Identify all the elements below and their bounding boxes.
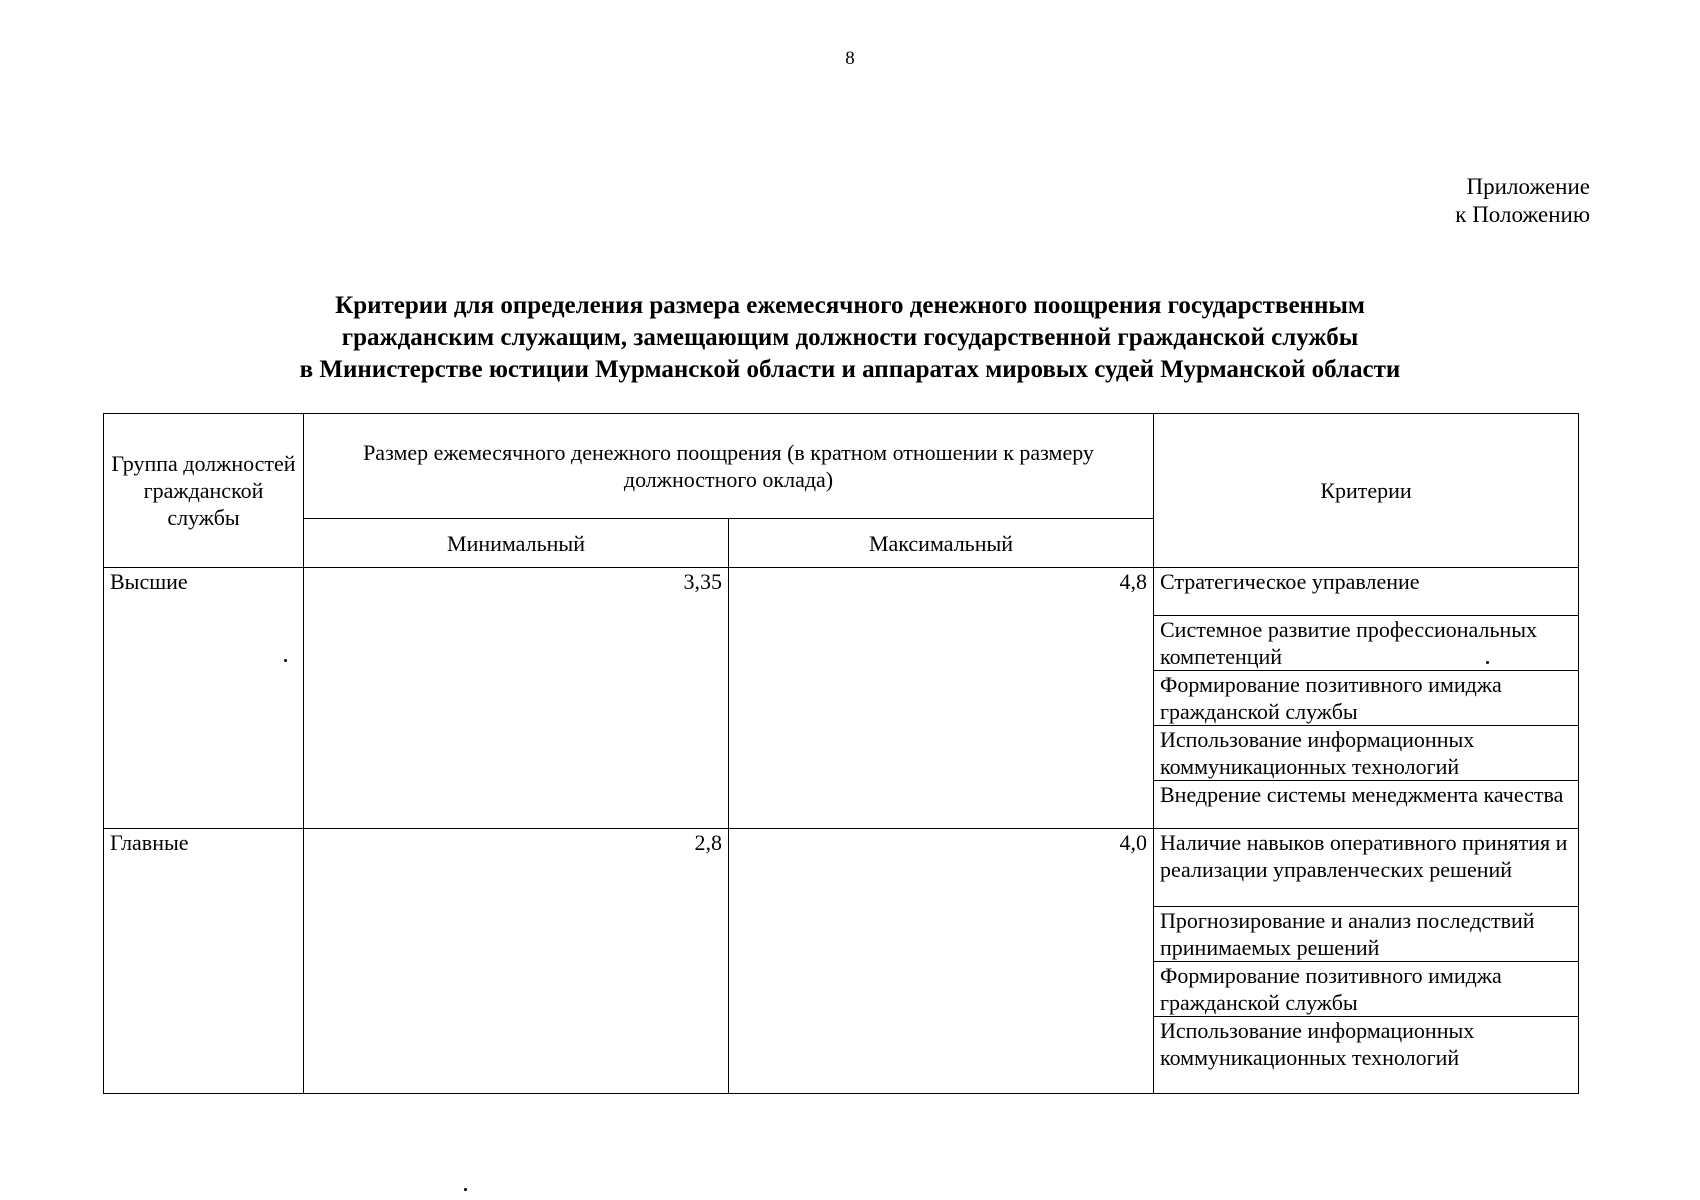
header-size: Размер ежемесячного денежного поощрения (в кратном отношении к размеру должностного оклада) <box>304 414 1154 519</box>
min-value: 2,8 <box>304 829 729 1094</box>
appendix-line-2: к Положению <box>1455 202 1590 227</box>
criteria-table <box>103 413 1579 1094</box>
appendix-line-1: Приложение <box>1466 174 1590 199</box>
criterion: Использование информационных коммуникационных технологий <box>1154 726 1579 781</box>
criterion: Наличие навыков оперативного принятия и реализации управленческих решений <box>1154 829 1579 907</box>
group-name: Главные <box>104 829 304 1094</box>
criterion: Формирование позитивного имиджа гражданской службы <box>1154 671 1579 726</box>
title-line-2: гражданским служащим, замещающим должности государственной гражданской службы <box>341 324 1359 351</box>
header-group: Группа должностей гражданской службы <box>104 414 304 568</box>
scan-speck <box>464 1188 467 1191</box>
appendix-note <box>1455 173 1590 229</box>
criterion: Системное развитие профессиональных компетенций <box>1154 616 1579 671</box>
scan-speck <box>284 659 287 662</box>
max-value: 4,8 <box>729 568 1154 829</box>
criterion: Внедрение системы менеджмента качества <box>1154 781 1579 829</box>
table-row <box>104 829 1579 907</box>
max-value: 4,0 <box>729 829 1154 1094</box>
criterion: Формирование позитивного имиджа гражданской службы <box>1154 962 1579 1017</box>
criterion: Прогнозирование и анализ последствий принимаемых решений <box>1154 907 1579 962</box>
title-line-1: Критерии для определения размера ежемесячного денежного поощрения государственным <box>335 292 1365 319</box>
title-line-3: в Министерстве юстиции Мурманской области и аппаратах мировых судей Мурманской области <box>299 356 1401 383</box>
document-title <box>100 290 1600 386</box>
table-row <box>104 568 1579 616</box>
scan-speck <box>1486 661 1489 664</box>
criterion: Использование информационных коммуникационных технологий <box>1154 1017 1579 1094</box>
header-min: Минимальный <box>304 519 729 568</box>
min-value: 3,35 <box>304 568 729 829</box>
group-name: Высшие <box>104 568 304 829</box>
page-number: 8 <box>845 48 855 69</box>
header-max: Максимальный <box>729 519 1154 568</box>
header-criteria: Критерии <box>1154 414 1579 568</box>
criterion: Стратегическое управление <box>1154 568 1579 616</box>
